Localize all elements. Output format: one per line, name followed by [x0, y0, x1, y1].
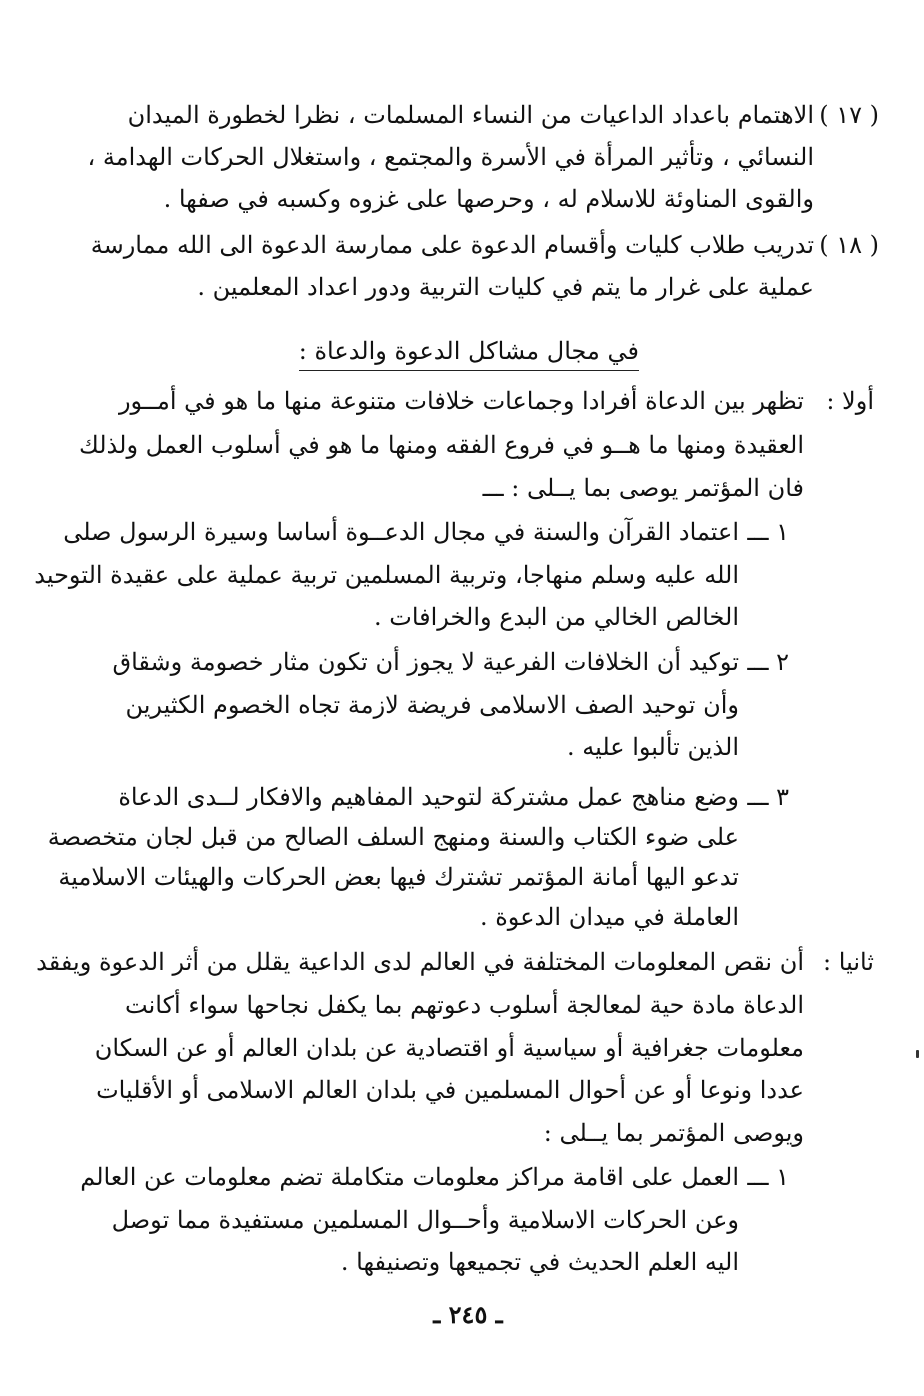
first-sub-1-line-3: الخالص الخالي من البدع والخرافات .: [374, 603, 739, 631]
first-sub-3-line-2: على ضوء الكتاب والسنة ومنهج السلف الصالح من قبل لجان متخصصة: [47, 823, 739, 851]
item-18-line-2: عملية على غرار ما يتم في كليات التربية ودور اعداد المعلمين .: [197, 273, 814, 301]
first-sub-2-line-2: وأن توحيد الصف الاسلامى فريضة لازمة تجاه الخصوم الكثيرين: [125, 691, 739, 719]
second-sub-1-line-1: العمل على اقامة مراكز معلومات متكاملة تضم معلومات عن العالم: [80, 1163, 739, 1191]
second-line-3: معلومات جغرافية أو سياسية أو اقتصادية عن بلدان العالم أو عن السكان: [94, 1034, 804, 1062]
item-17-line-2: النسائي ، وتأثير المرأة في الأسرة والمجتمع ، واستغلال الحركات الهدامة ،: [87, 143, 814, 171]
first-sub-2-line-1: توكيد أن الخلافات الفرعية لا يجوز أن تكون مثار خصومة وشقاق: [112, 648, 739, 676]
scan-speck: [916, 1050, 919, 1058]
item-18-line-1: تدريب طلاب كليات وأقسام الدعوة على ممارسة الدعوة الى الله ممارسة: [90, 231, 814, 259]
first-label: أولا :: [826, 387, 874, 415]
second-sub-1-label: ١ ـــ: [747, 1163, 789, 1191]
first-sub-1-line-2: الله عليه وسلم منهاجا، وتربية المسلمين تربية عملية على عقيدة التوحيد: [34, 561, 739, 589]
page-number: ـ ٢٤٥ ـ: [433, 1300, 503, 1329]
item-18-label: ( ١٨ ): [819, 231, 879, 259]
first-sub-1-label: ١ ـــ: [747, 518, 789, 546]
second-line-4: عددا ونوعا أو عن أحوال المسلمين في بلدان العالم الاسلامى أو الأقليات: [96, 1076, 804, 1104]
second-line-5: ويوصى المؤتمر بما يــلى :: [543, 1119, 804, 1147]
first-sub-3-line-3: تدعو اليها أمانة المؤتمر تشترك فيها بعض الحركات والهيئات الاسلامية: [58, 863, 739, 891]
first-line-3: فان المؤتمر يوصى بما يــلى : ـــ: [482, 474, 804, 502]
first-sub-2-line-3: الذين تألبوا عليه .: [566, 733, 739, 761]
item-17-label: ( ١٧ ): [819, 101, 879, 129]
first-sub-3-line-4: العاملة في ميدان الدعوة .: [479, 903, 739, 931]
item-17-line-3: والقوى المناوئة للاسلام له ، وحرصها على غزوه وكسبه في صفها .: [163, 185, 814, 213]
second-line-2: الدعاة مادة حية لمعالجة أسلوب دعوتهم بما يكفل نجاحها سواء أكانت: [125, 991, 804, 1019]
item-17-line-1: الاهتمام باعداد الداعيات من النساء المسلمات ، نظرا لخطورة الميدان: [127, 101, 814, 129]
first-sub-1-line-1: اعتماد القرآن والسنة في مجال الدعــوة أساسا وسيرة الرسول صلى: [63, 518, 739, 546]
first-sub-3-label: ٣ ـــ: [747, 783, 789, 811]
second-sub-1-line-3: اليه العلم الحديث في تجميعها وتصنيفها .: [340, 1248, 739, 1276]
first-sub-2-label: ٢ ـــ: [747, 648, 789, 676]
first-line-2: العقيدة ومنها ما هــو في فروع الفقه ومنها ما هو في أسلوب العمل ولذلك: [79, 431, 804, 459]
second-sub-1-line-2: وعن الحركات الاسلامية وأحــوال المسلمين مستفيدة مما توصل: [111, 1206, 739, 1234]
first-line-1: تظهر بين الدعاة أفرادا وجماعات خلافات متنوعة منها ما هو في أمــور: [118, 387, 804, 415]
section-heading: في مجال مشاكل الدعوة والدعاة :: [299, 334, 639, 371]
first-sub-3-line-1: وضع مناهج عمل مشتركة لتوحيد المفاهيم والافكار لــدى الدعاة: [118, 783, 739, 811]
second-line-1: أن نقص المعلومات المختلفة في العالم لدى الداعية يقلل من أثر الدعوة ويفقد: [36, 948, 804, 976]
second-label: ثانيا :: [823, 948, 874, 976]
